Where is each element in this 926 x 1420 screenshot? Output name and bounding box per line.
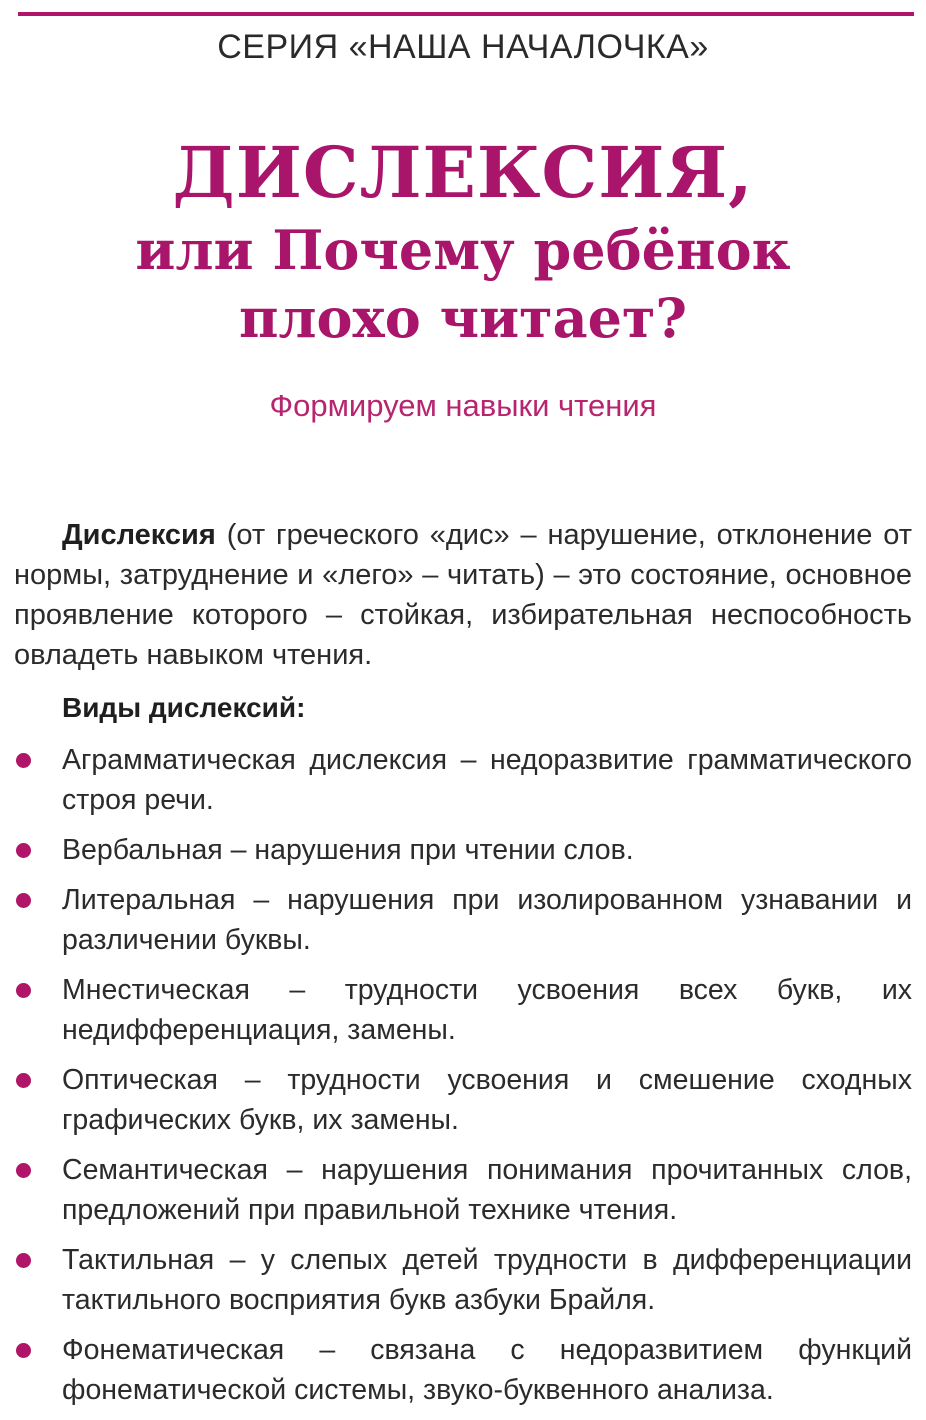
list-item-text: Фонематическая – связана с недоразвитием функций фонематической системы, звуко-буквенного анализа. — [62, 1334, 912, 1406]
list-item — [0, 1240, 926, 1320]
list-item-text: Семантическая – нарушения понимания прочитанных слов, предложений при правильной технике чтения. — [62, 1154, 912, 1226]
title-line-1: ДИСЛЕКСИЯ, — [172, 131, 754, 214]
title-line-2: или Почему ребёнок — [135, 218, 791, 282]
bullet-icon — [16, 983, 31, 998]
list-item — [0, 880, 926, 960]
bullet-icon — [16, 1343, 31, 1358]
bullet-icon — [16, 753, 31, 768]
list-item — [0, 1150, 926, 1230]
book-title — [0, 130, 926, 352]
bullet-icon — [16, 893, 31, 908]
list-item — [0, 1330, 926, 1410]
list-item-text: Литеральная – нарушения при изолированном узнавании и различении буквы. — [62, 884, 912, 956]
bullet-icon — [16, 1073, 31, 1088]
bullet-icon — [16, 1253, 31, 1268]
list-item-text: Тактильная – у слепых детей трудности в дифференциации тактильного восприятия букв азбуки Брайля. — [62, 1244, 912, 1316]
list-item-text: Вербальная – нарушения при чтении слов. — [62, 834, 634, 866]
series-label: СЕРИЯ «НАША НАЧАЛОЧКА» — [217, 28, 709, 66]
top-divider — [18, 12, 914, 16]
list-item — [0, 740, 926, 820]
list-item-text: Оптическая – трудности усвоения и смешение сходных графических букв, их замены. — [62, 1064, 912, 1136]
bullet-icon — [16, 843, 31, 858]
subtitle: Формируем навыки чтения — [269, 388, 657, 423]
types-list — [0, 740, 926, 1420]
list-item-text: Мнестическая – трудности усвоения всех букв, их недифференциация, замены. — [62, 974, 912, 1046]
list-item — [0, 1060, 926, 1140]
list-item-text: Аграмматическая дислексия – недоразвитие грамматического строя речи. — [62, 744, 912, 816]
title-line-3: плохо читает? — [238, 286, 688, 350]
list-item — [0, 830, 926, 870]
types-heading: Виды дислексий: — [62, 692, 306, 723]
definition-text: (от греческого «дис» – нарушение, отклонение от нормы, затруднение и «лего» – читать) – это состояние, основное проявление которого – стойкая, избирательная неспособность овладеть навыком чтения. — [14, 519, 912, 671]
definition-paragraph — [14, 515, 912, 675]
list-item — [0, 970, 926, 1050]
bullet-icon — [16, 1163, 31, 1178]
definition-term: Дислексия — [62, 519, 216, 551]
